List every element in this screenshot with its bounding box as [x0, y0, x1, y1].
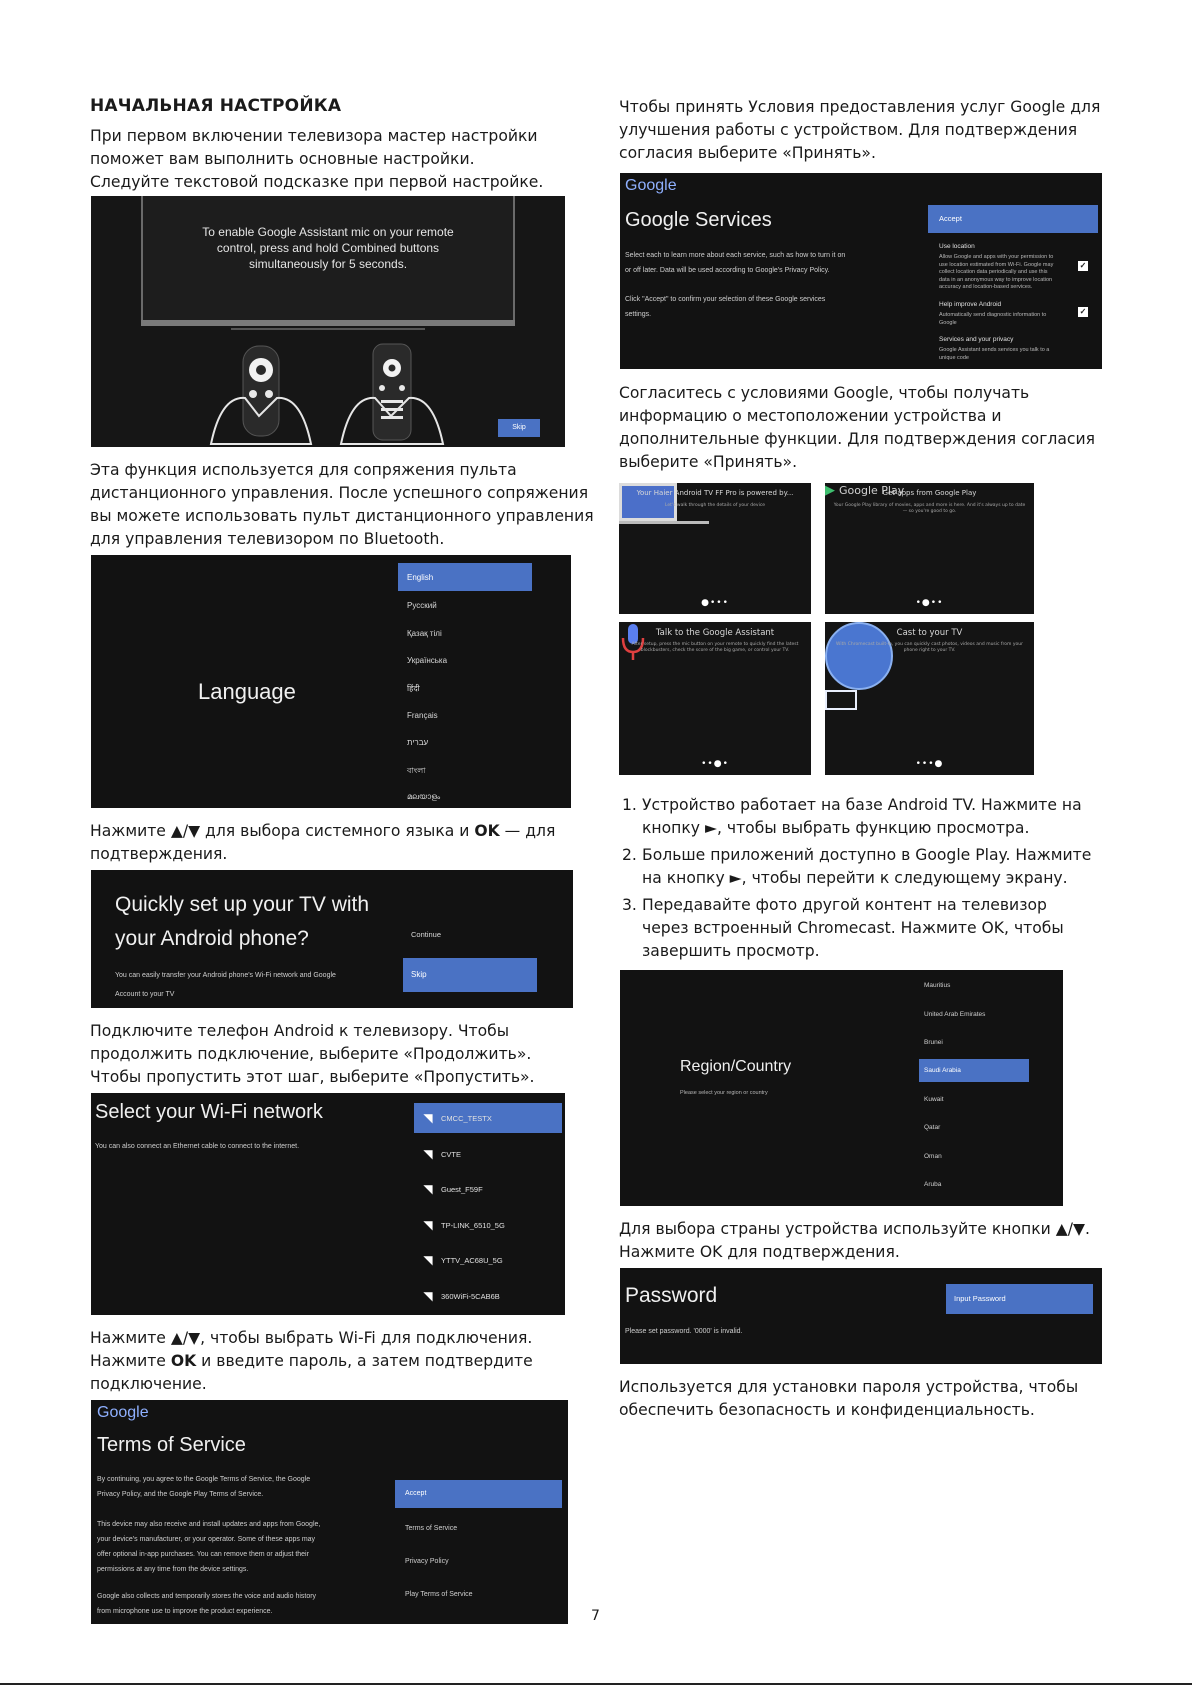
tos-paragraph-3: Google also collects and temporarily stores the voice and audio history from microphone use to improve the product experience. [97, 1593, 317, 1615]
wifi-caption: Нажмите ▲/▼, чтобы выбрать Wi-Fi для подключения. Нажмите OK и введите пароль, а затем подтвердите подключение. [90, 1329, 533, 1393]
region-screen [620, 970, 1063, 1206]
language-option[interactable]: Українська [407, 656, 448, 665]
language-option[interactable]: Français [407, 711, 438, 720]
services-desc-1: Select each to learn more about each service, such as how to turn it on or off later. Data will be used according to Google's Privacy Policy. [625, 252, 846, 274]
tile-subtitle: After setup, press the mic button on your remote to quickly find the latest blockbusters, check the score of the big game, or control your TV. [631, 642, 799, 653]
tv-base [231, 328, 425, 330]
language-option[interactable]: עברית [407, 738, 429, 747]
services-desc-2: Click "Accept" to confirm your selection of these Google services settings. [625, 296, 826, 318]
language-option[interactable]: മലയാളം [407, 792, 441, 801]
use-location-title: Use location [939, 243, 975, 250]
language-title: Language [198, 679, 296, 704]
language-screen [91, 555, 571, 808]
password-title: Password [625, 1284, 718, 1307]
language-option[interactable]: English [407, 573, 434, 582]
play-terms-link[interactable]: Play Terms of Service [405, 1591, 473, 1598]
step-item: 2. Больше приложений доступно в Google Play. Нажмите на кнопку ►, чтобы перейти к следующему экрану. [622, 846, 1092, 887]
skip-button[interactable]: Skip [403, 958, 537, 992]
accept-button[interactable]: Accept [395, 1480, 562, 1508]
quick-setup-desc: You can easily transfer your Android phone's Wi-Fi network and Google Account to your TV [115, 972, 336, 998]
region-subtitle: Please select your region or country [680, 1090, 768, 1096]
tile-google-play [825, 483, 1034, 614]
remote-right [373, 344, 411, 440]
steps-list [622, 794, 1122, 967]
services-title: Google Services [625, 209, 772, 231]
help-improve-desc: Automatically send diagnostic information to Google [939, 312, 1047, 326]
wifi-icon: ◥ [423, 1111, 433, 1125]
wifi-icon: ◥ [423, 1147, 433, 1161]
remote-left [243, 346, 279, 436]
wifi-icon: ◥ [423, 1182, 433, 1196]
intro-text: При первом включении телевизора мастер настройки поможет вам выполнить основные настройки. Следуйте текстовой подсказке при первой настройке. [90, 127, 544, 191]
wifi-network-item[interactable]: ◥ Guest_F59F [415, 1174, 555, 1204]
tos-title: Terms of Service [97, 1434, 246, 1456]
tile-title: Get apps from Google Play [882, 489, 977, 497]
tile-subtitle: With Chromecast built-in, you can quickly cast photos, videos and music from your phone right to your TV. [836, 642, 1023, 653]
quick-setup-title: Quickly set up your TV with your Android phone? [115, 893, 370, 950]
google-logo: Google [625, 177, 677, 194]
language-option[interactable]: हिंदी [407, 684, 420, 693]
tile-pagination: ●••• [701, 598, 729, 608]
use-location-desc: Allow Google and apps with your permission to use location estimated from Wi-Fi. Google may collect location data periodically and use this data in an anonymous way to improve location accuracy and location-based services. [939, 254, 1054, 290]
region-option[interactable]: United Arab Emirates [924, 1011, 986, 1018]
tos-paragraph-2: This device may also receive and install updates and apps from Google, your device's manufacturer, or your operator. Some of these apps may offer optional in-app purchases. You can remove them or adjust their permissions at any time from the device settings. [97, 1521, 321, 1573]
google-logo: Google [97, 1404, 149, 1421]
wifi-title: Select your Wi-Fi network [95, 1101, 323, 1123]
language-caption: Нажмите ▲/▼ для выбора системного языка и OK — для подтверждения. [90, 822, 556, 863]
tile-pagination: ••●• [701, 759, 729, 769]
google-play-logo: ▶ Google Play [825, 483, 905, 498]
skip-button[interactable]: Skip [498, 419, 540, 437]
privacy-desc: Google Assistant sends services you talk to a unique code [939, 347, 1050, 361]
pairing-text: Эта функция используется для сопряжения пульта дистанционного управления. После успешного сопряжения вы можете использовать пульт дистанционного управления для управления телевизором по Bluetooth. [90, 461, 594, 548]
tile-title: Your Haier Android TV FF Pro is powered by... [636, 489, 794, 497]
region-title: Region/Country [680, 1058, 792, 1075]
tile-cast [825, 622, 1034, 775]
region-option[interactable]: Qatar [924, 1124, 941, 1131]
terms-of-service-link[interactable]: Terms of Service [405, 1525, 458, 1532]
tile-title: Talk to the Google Assistant [655, 628, 775, 638]
region-option[interactable]: Oman [924, 1153, 942, 1160]
password-screen [620, 1268, 1102, 1364]
wifi-icon: ◥ [423, 1218, 433, 1232]
wifi-icon: ◥ [423, 1289, 433, 1303]
tile-pagination: •••● [915, 759, 944, 769]
wifi-screen [91, 1093, 565, 1315]
password-caption: Используется для установки пароля устройства, чтобы обеспечить безопасность и конфиденциальность. [619, 1378, 1079, 1419]
wifi-icon: ◥ [423, 1253, 433, 1267]
remote-pairing-screen [91, 196, 565, 447]
tv-stand [141, 320, 515, 326]
tile-title: Cast to your TV [896, 628, 963, 638]
step-item: 1. Устройство работает на базе Android TV. Нажмите на кнопку ►, чтобы выбрать функцию просмотра. [622, 796, 1082, 837]
region-option[interactable]: Aruba [924, 1181, 942, 1188]
wifi-network-item[interactable]: ◥ CMCC_TESTX [415, 1103, 555, 1133]
tile-android-tv [619, 483, 811, 614]
help-improve-checkbox[interactable]: ✓ [1079, 307, 1087, 316]
wifi-subtitle: You can also connect an Ethernet cable to connect to the internet. [95, 1143, 300, 1150]
page-number: 7 [591, 1608, 600, 1624]
language-option[interactable]: Қазақ тілі [407, 629, 442, 638]
wifi-network-item[interactable]: ◥ YTTV_AC68U_5G [415, 1245, 555, 1275]
terms-of-service-screen [91, 1400, 568, 1624]
privacy-title: Services and your privacy [939, 336, 1014, 343]
input-password-button[interactable]: Input Password [946, 1284, 1093, 1314]
region-option[interactable]: Brunei [924, 1039, 943, 1046]
continue-button[interactable]: Continue [411, 930, 442, 939]
region-option[interactable]: Saudi Arabia [924, 1067, 961, 1074]
wifi-network-item[interactable]: ◥ CVTE [415, 1139, 555, 1169]
tile-pagination: •●•• [915, 598, 944, 608]
remote-hands-illustration [201, 336, 461, 447]
step-item: 3. Передавайте фото другой контент на телевизор через встроенный Chromecast. Нажмите OK, чтобы завершить просмотр. [622, 896, 1064, 960]
password-subtitle: Please set password. '0000' is invalid. [625, 1328, 743, 1335]
tv-icon-stand [619, 521, 709, 524]
tile-google-assistant [619, 622, 811, 775]
region-option[interactable]: Mauritius [924, 982, 951, 989]
play-icon: ▶ [825, 483, 835, 498]
wifi-network-item[interactable]: ◥ TP-LINK_6510_5G [415, 1210, 555, 1240]
tile-subtitle: Let's walk through the details of your device [664, 503, 766, 508]
use-location-checkbox[interactable]: ✓ [1079, 261, 1087, 270]
accept-button[interactable]: Accept [928, 205, 1098, 233]
google-services-screen [620, 173, 1102, 369]
agree-caption: Согласитесь с условиями Google, чтобы получать информацию о местоположении устройства и дополнительные функции. Для подтверждения согласия выберите «Принять». [619, 384, 1095, 471]
help-improve-title: Help improve Android [939, 301, 1002, 308]
privacy-policy-link[interactable]: Privacy Policy [405, 1558, 449, 1565]
wifi-network-item[interactable]: ◥ 360WiFi-5CAB6B [415, 1281, 555, 1311]
section-heading: НАЧАЛЬНАЯ НАСТРОЙКА [90, 96, 342, 116]
accept-caption: Чтобы принять Условия предоставления услуг Google для улучшения работы с устройством. Для подтверждения согласия выберите «Принять». [619, 98, 1101, 162]
tile-subtitle: Your Google Play library of movies, apps and more is here. And it's always up to date — so you're good to go. [833, 503, 1026, 514]
tos-paragraph-1: By continuing, you agree to the Google Terms of Service, the Google Privacy Policy, and the Google Play Terms of Service. [97, 1476, 311, 1498]
language-option[interactable]: বাংলা [407, 766, 426, 775]
quick-setup-screen [91, 870, 573, 1008]
language-option[interactable]: Русский [407, 601, 437, 610]
region-caption: Для выбора страны устройства используйте кнопки ▲/▼. Нажмите OK для подтверждения. [619, 1220, 1090, 1261]
region-option[interactable]: Kuwait [924, 1096, 944, 1103]
assistant-message: To enable Google Assistant mic on your remote control, press and hold Combined buttons simultaneously for 5 seconds. [202, 225, 454, 271]
cast-tv-icon [825, 690, 857, 710]
phone-caption: Подключите телефон Android к телевизору. Чтобы продолжить подключение, выберите «Продолжить». Чтобы пропустить этот шаг, выберите «Пропустить». [90, 1022, 535, 1086]
